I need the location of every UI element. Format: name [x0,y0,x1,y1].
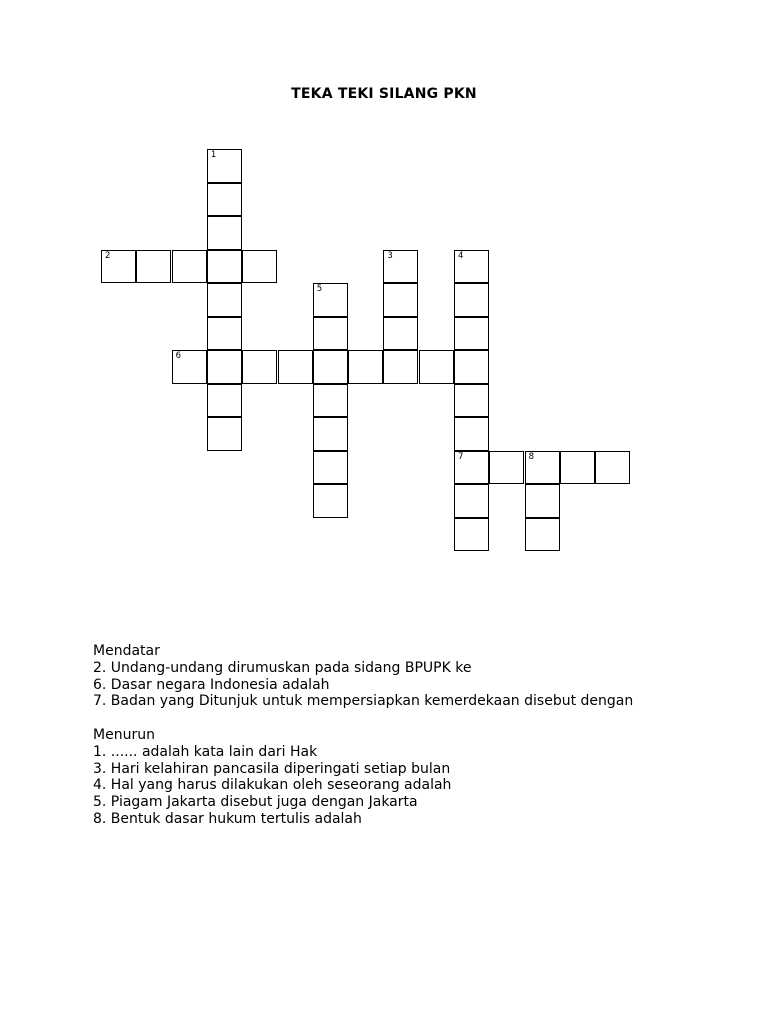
crossword-cell[interactable] [525,518,560,552]
down-clue-5: 5. Piagam Jakarta disebut juga dengan Jakarta [93,794,418,811]
crossword-cell[interactable] [101,250,136,284]
crossword-cell[interactable] [172,350,207,384]
crossword-cell[interactable] [454,484,489,518]
crossword-cell[interactable] [454,518,489,552]
crossword-cell[interactable] [313,451,348,485]
crossword-cell[interactable] [207,183,242,217]
clues-section [93,643,633,828]
crossword-cell[interactable] [207,350,242,384]
down-heading: Menurun [93,726,155,743]
crossword-cell[interactable] [313,283,348,317]
across-clue-7: 7. Badan yang Ditunjuk untuk mempersiapkan kemerdekaan disebut dengan [93,693,634,710]
down-clue-3: 3. Hari kelahiran pancasila diperingati setiap bulan [93,760,451,777]
crossword-cell[interactable] [383,283,418,317]
crossword-cell[interactable] [313,417,348,451]
across-clue-2: 2. Undang-undang dirumuskan pada sidang BPUPK ke [93,659,472,676]
clue-number: 2 [105,250,111,261]
crossword-cell[interactable] [313,317,348,351]
crossword-cell[interactable] [454,283,489,317]
crossword-cell[interactable] [419,350,454,384]
crossword-cell[interactable] [454,417,489,451]
clue-number: 6 [175,351,182,361]
crossword-cell[interactable] [454,451,489,485]
crossword-cell[interactable] [348,350,383,384]
crossword-cell[interactable] [525,484,560,518]
crossword-cell[interactable] [242,350,277,384]
crossword-cell[interactable] [454,384,489,418]
crossword-cell[interactable] [383,250,418,284]
crossword-cell[interactable] [383,317,418,351]
crossword-cell[interactable] [595,451,630,485]
crossword-cell[interactable] [207,384,242,418]
crossword-cell[interactable] [207,216,242,250]
crossword-cell[interactable] [313,384,348,418]
clue-number: 4 [458,250,464,261]
down-clue-8: 8. Bentuk dasar hukum tertulis adalah [93,810,362,827]
down-clue-4: 4. Hal yang harus dilakukan oleh seseorang adalah [93,777,452,794]
crossword-cell[interactable] [242,250,277,284]
crossword-cell[interactable] [454,250,489,284]
crossword-cell[interactable] [383,350,418,384]
crossword-cell[interactable] [278,350,313,384]
crossword-cell[interactable] [313,350,348,384]
clue-number: 1 [210,150,217,160]
crossword-cell[interactable] [454,317,489,351]
crossword-cell[interactable] [172,250,207,284]
clue-number: 5 [316,284,323,294]
crossword-cell[interactable] [207,317,242,351]
down-clue-1: 1. ...... adalah kata lain dari Hak [93,743,318,760]
crossword-cell[interactable] [207,250,242,284]
clue-number: 7 [458,451,464,462]
crossword-cell[interactable] [136,250,171,284]
crossword-cell[interactable] [207,417,242,451]
clue-number: 3 [387,250,393,261]
across-clue-6: 6. Dasar negara Indonesia adalah [93,676,330,693]
crossword-cell[interactable] [207,149,242,183]
crossword-cell[interactable] [207,283,242,317]
page-title: TEKA TEKI SILANG PKN [291,86,477,102]
clue-number: 8 [528,451,535,462]
crossword-cell[interactable] [489,451,524,485]
across-heading: Mendatar [93,643,160,659]
crossword-cell[interactable] [560,451,595,485]
crossword-cell[interactable] [454,350,489,384]
crossword-cell[interactable] [313,484,348,518]
crossword-cell[interactable] [525,451,560,485]
